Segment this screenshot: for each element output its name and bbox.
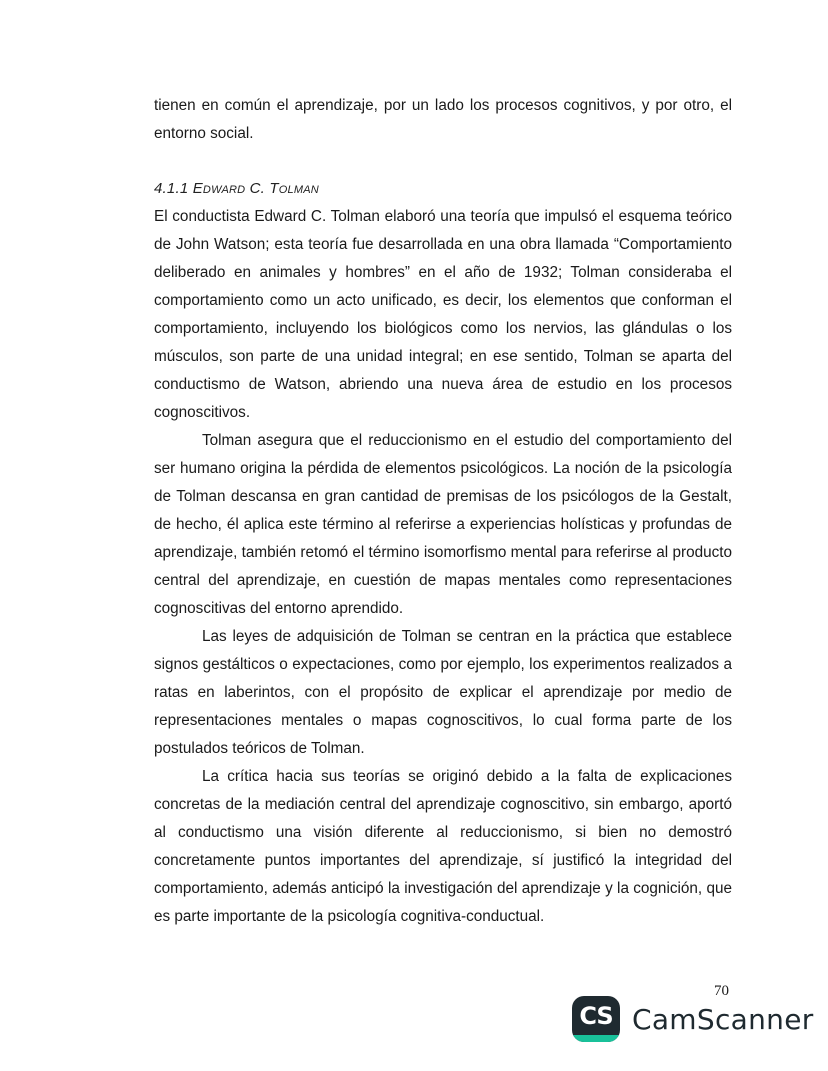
camscanner-badge-text: CS xyxy=(579,1002,613,1030)
intro-paragraph: tienen en común el aprendizaje, por un lado los procesos cognitivos, y por otro, el entorno social. xyxy=(154,97,732,142)
body-paragraph-2: Tolman asegura que el reduccionismo en el estudio del comportamiento del ser humano origina la pérdida de elementos psicológicos. La noción de la psicología de Tolman descansa en gran cantidad de premisas de los psicólogos de la Gestalt, de hecho, él aplica este término al referirse a experiencias holísticas y profundas de aprendizaje, también retomó el término isomorfismo mental para referirse al producto central del aprendizaje, en cuestión de mapas mentales como representaciones cognoscitivas del entorno aprendido. xyxy=(154,432,732,617)
camscanner-logo-icon xyxy=(572,996,620,1042)
page-number: 70 xyxy=(714,983,729,999)
body-paragraph-3: Las leyes de adquisición de Tolman se centran en la práctica que establece signos gestálticos o expectaciones, como por ejemplo, los experimentos realizados a ratas en laberintos, con el propósito de explicar el aprendizaje por medio de representaciones mentales o mapas cognoscitivos, lo cual forma parte de los postulados teóricos de Tolman. xyxy=(154,628,732,757)
section-heading: 4.1.1 Edward C. Tolman xyxy=(154,180,319,197)
body-paragraph-4: La crítica hacia sus teorías se originó debido a la falta de explicaciones concretas de la mediación central del aprendizaje cognoscitivo, sin embargo, aportó al conductismo una visión diferente al reduccionismo, si bien no demostró concretamente puntos importantes del aprendizaje, sí justificó la integridad del comportamiento, además anticipó la investigación del aprendizaje y la cognición, que es parte importante de la psicología cognitiva-conductual. xyxy=(154,768,732,925)
camscanner-brand-name: CamScanner xyxy=(632,1002,814,1036)
intro-text-block xyxy=(154,92,732,148)
camscanner-watermark xyxy=(572,996,814,1042)
section-body xyxy=(154,203,732,931)
body-paragraph-1: El conductista Edward C. Tolman elaboró una teoría que impulsó el esquema teórico de John Watson; esta teoría fue desarrollada en una obra llamada “Comportamiento deliberado en animales y hombres” en el año de 1932; Tolman consideraba el comportamiento como un acto unificado, es decir, los elementos que conforman el comportamiento, incluyendo los biológicos como los nervios, las glándulas o los músculos, son parte de una unidad integral; en ese sentido, Tolman se aparta del conductismo de Watson, abriendo una nueva área de estudio en los procesos cognoscitivos. xyxy=(154,208,732,421)
